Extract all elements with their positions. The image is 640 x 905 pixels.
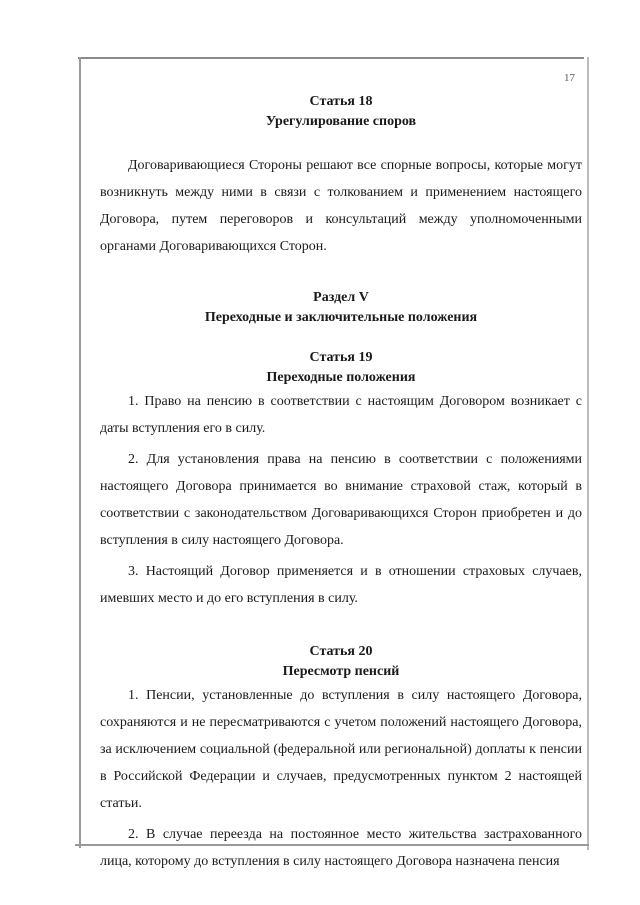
article-18-subtitle: Урегулирование споров <box>265 114 417 129</box>
section-5 <box>100 288 582 328</box>
article-18-title: Статья 18 <box>309 94 373 109</box>
article-19-paragraph-3: 3. Настоящий Договор применяется и в отношении страховых случаев, имевших место и до его вступления в силу. <box>100 564 582 606</box>
article-20-title: Статья 20 <box>309 644 373 659</box>
section-5-subtitle: Переходные и заключительные положения <box>204 310 478 325</box>
article-20-subtitle: Пересмотр пенсий <box>282 664 400 679</box>
page-frame-top-border <box>78 57 584 59</box>
article-19 <box>100 348 582 612</box>
article-20-paragraph-1: 1. Пенсии, установленные до вступления в силу настоящего Договора, сохраняются и не пересматриваются с учетом положений настоящего Договора, за исключением социальной (федеральной или региональной) доплаты к пенсии в Российской Федерации и случаев, предусмотренных пунктом 2 настоящей статьи. <box>100 688 582 811</box>
article-18-paragraph-1: Договаривающиеся Стороны решают все спорные вопросы, которые могут возникнуть между ними в связи с толкованием и применением настоящего Договора, путем переговоров и консультаций между уполномоченными органами Договаривающихся Сторон. <box>100 158 582 254</box>
page-frame-right-border <box>587 57 589 850</box>
article-20-paragraph-2: 2. В случае переезда на постоянное место жительства застрахованного лица, которому до вступления в силу настоящего Договора назначена пенсия <box>100 827 582 869</box>
page-number: 17 <box>564 72 575 84</box>
article-19-subtitle: Переходные положения <box>266 370 416 385</box>
page-frame-left-border <box>79 57 81 848</box>
article-20 <box>100 642 582 875</box>
article-19-title: Статья 19 <box>309 350 373 365</box>
article-19-paragraph-1: 1. Право на пенсию в соответствии с настоящим Договором возникает с даты вступления его в силу. <box>100 394 582 436</box>
article-19-paragraph-2: 2. Для установления права на пенсию в соответствии с положениями настоящего Договора принимается во внимание страховой стаж, который в соответствии с законодательством Договаривающихся Сторон приобретен и до вступления в силу настоящего Договора. <box>100 452 582 548</box>
article-18 <box>100 92 582 260</box>
section-5-title: Раздел V <box>313 290 369 305</box>
document-body <box>100 92 582 875</box>
